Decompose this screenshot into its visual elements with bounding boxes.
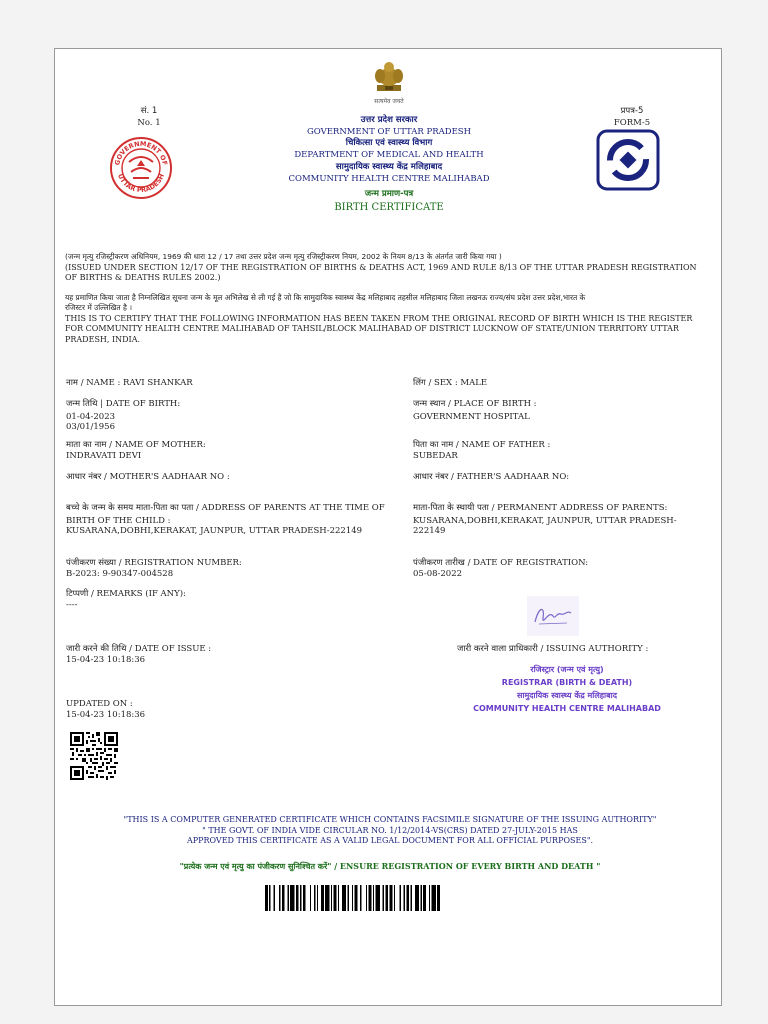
perm-address-label: / PERMANENT ADDRESS OF PARENTS: xyxy=(488,503,668,513)
perm-address-value-2: 222149 xyxy=(413,526,446,536)
barcode-bar xyxy=(415,885,419,911)
mother-label-hindi: माता का नाम xyxy=(66,440,107,450)
permanent-address-field xyxy=(413,503,713,537)
certify-hindi-1: यह प्रमाणित किया जाता है निम्नलिखित सूचना जन्म के मूल अभिलेख से ली गई है जो कि सामुदायिक स्वास्थ्य केंद्र मलिहाबाद तहसील मलिहाबाद जिला लखनऊ राज्य/संघ प्रदेश उत्तर प्रदेश,भारत के xyxy=(65,292,586,302)
barcode-bar xyxy=(265,885,268,911)
signature-icon xyxy=(527,596,579,636)
dob-value-1: 01-04-2023 xyxy=(66,411,116,422)
crs-logo xyxy=(596,129,660,191)
father-name-field xyxy=(413,440,713,461)
barcode-bar xyxy=(352,885,353,911)
barcode-bar xyxy=(383,885,384,911)
number-english: No. 1 xyxy=(137,117,161,128)
remarks-label: / REMARKS (IF ANY): xyxy=(88,589,186,599)
form-hindi: प्रपत्र-5 xyxy=(620,106,644,116)
authority-label: / ISSUING AUTHORITY : xyxy=(537,644,649,654)
mother-label: / NAME OF MOTHER: xyxy=(106,440,206,450)
cert-title-english: BIRTH CERTIFICATE xyxy=(334,201,444,213)
barcode-bar xyxy=(390,885,393,911)
barcode-bar xyxy=(290,885,294,911)
father-aadhaar-field xyxy=(413,472,713,483)
address-birth-value: KUSARANA,DOBHI,KERAKAT, JAUNPUR, UTTAR PRADESH-222149 xyxy=(66,526,363,536)
facsimile-signature xyxy=(527,596,579,636)
barcode-bar xyxy=(423,885,426,911)
up-seal-icon xyxy=(109,136,173,200)
barcode-bar xyxy=(338,885,339,911)
lion-capital-icon xyxy=(363,59,415,95)
barcode-bar xyxy=(394,885,395,911)
barcode-bar xyxy=(373,885,374,911)
registrar-line-hindi: रजिस्ट्रार (जन्म एवं मृत्यु) xyxy=(530,665,604,674)
dob-value-2: 03/01/1956 xyxy=(66,422,115,432)
certify-english-1: THIS IS TO CERTIFY THAT THE FOLLOWING INFORMATION HAS BEEN TAKEN FROM THE ORIGINAL RECORD OF BIRTH WHICH IS THE REGISTER xyxy=(65,313,693,323)
regdate-label: / DATE OF REGISTRATION: xyxy=(464,558,589,568)
chc-english: COMMUNITY HEALTH CENTRE MALIHABAD xyxy=(288,173,490,184)
registrar-block xyxy=(467,663,667,715)
mother-aadhaar-label: / MOTHER'S AADHAAR NO : xyxy=(101,472,230,482)
sex-label-hindi: लिंग xyxy=(413,378,426,388)
govt-english: GOVERNMENT OF UTTAR PRADESH xyxy=(306,126,472,137)
cert-title-hindi: जन्म प्रमाण-पत्र xyxy=(364,189,414,199)
issued-hindi: (जन्म मृत्यु रजिस्ट्रीकरण अधिनियम, 1969 की धारा 12 / 17 तथा उत्तर प्रदेश जन्म मृत्यु रजिस्ट्रीकरण नियम, 2002 के नियम 8/13 के अंतर्गत जारी किया गया ) xyxy=(65,252,502,261)
uttar-pradesh-seal xyxy=(109,136,173,200)
father-name-value: SUBEDAR xyxy=(413,450,458,461)
barcode-bar xyxy=(314,885,315,911)
perm-address-label-hindi: माता-पिता के स्थायी पता xyxy=(413,503,489,513)
certificate-page xyxy=(54,48,722,1006)
dob-field xyxy=(66,399,396,433)
footer-notes xyxy=(65,815,715,847)
barcode-bar xyxy=(273,885,274,911)
barcode-bar xyxy=(342,885,346,911)
dept-english: DEPARTMENT OF MEDICAL AND HEALTH xyxy=(294,149,484,160)
barcode-bar xyxy=(404,885,405,911)
registrar-chc-hindi: सामुदायिक स्वास्थ्य केंद्र मलिहाबाद xyxy=(517,691,617,700)
barcode-bar xyxy=(282,885,285,911)
mother-aadhaar-field xyxy=(66,472,396,483)
barcode-bar xyxy=(432,885,436,911)
footer-note-1: "THIS IS A COMPUTER GENERATED CERTIFICATE WHICH CONTAINS FACSIMILE SIGNATURE OF THE ISSUING AUTHORITY" xyxy=(123,815,657,824)
barcode-bar xyxy=(279,885,280,911)
certify-english-3: PRADESH, INDIA. xyxy=(65,334,141,344)
issuing-authority-field xyxy=(457,644,717,655)
qr-code-icon xyxy=(70,732,118,780)
barcode-bar xyxy=(420,885,421,911)
barcode-bar xyxy=(366,885,367,911)
footer-slogan xyxy=(65,861,715,872)
barcode-bar xyxy=(317,885,318,911)
registration-date-value: 05-08-2022 xyxy=(413,568,463,579)
barcode-bar xyxy=(399,885,400,911)
mother-name-field xyxy=(66,440,396,461)
dept-hindi: चिकित्सा एवं स्वास्थ्य विभाग xyxy=(345,138,433,148)
regno-label: / REGISTRATION NUMBER: xyxy=(116,558,242,568)
father-aadhaar-label: / FATHER'S AADHAAR NO: xyxy=(448,472,570,482)
date-of-issue-field xyxy=(66,644,396,665)
barcode-bar xyxy=(296,885,299,911)
authority-label-hindi: जारी करने वाला प्राधिकारी xyxy=(457,644,538,654)
barcode-bar xyxy=(300,885,301,911)
barcode-bar xyxy=(331,885,332,911)
updated-value: 15-04-23 10:18:36 xyxy=(66,709,146,720)
header-block xyxy=(235,115,543,214)
slogan-english: / ENSURE REGISTRATION OF EVERY BIRTH AND DEATH " xyxy=(331,861,601,871)
barcode-bar xyxy=(429,885,430,911)
pob-label-hindi: जन्म स्थान xyxy=(413,399,446,409)
emblem-motto: सत्यमेव जयते xyxy=(374,98,404,105)
barcode-bar xyxy=(369,885,372,911)
perm-address-value-1: KUSARANA,DOBHI,KERAKAT, JAUNPUR, UTTAR PRADESH- xyxy=(413,515,677,526)
barcode-bar xyxy=(385,885,388,911)
footer-note-2: " THE GOVT. OF INDIA VIDE CIRCULAR NO. 1/12/2014-VS(CRS) DATED 27-JULY-2015 HAS xyxy=(202,825,578,835)
address-at-birth-field xyxy=(66,503,396,537)
barcode-icon xyxy=(265,885,505,911)
govt-hindi: उत्तर प्रदेश सरकार xyxy=(360,115,418,125)
barcode-bar xyxy=(310,885,311,911)
seal-text-bottom: UTTAR PRADESH xyxy=(116,172,166,195)
certify-english-2: FOR COMMUNITY HEALTH CENTRE MALIHABAD OF TAHSIL/BLOCK MALIHABAD OF DISTRICT LUCKNOW OF STATE/UNION TERRITORY UTTAR xyxy=(65,324,679,333)
national-emblem xyxy=(363,59,415,105)
date-of-issue-value: 15-04-23 10:18:36 xyxy=(66,654,146,665)
pob-label: / PLACE OF BIRTH : xyxy=(445,399,537,409)
updated-label: UPDATED ON : xyxy=(66,699,133,709)
mother-name-value: INDRAVATI DEVI xyxy=(66,450,142,461)
slogan-hindi: "प्रत्येक जन्म एवं मृत्यु का पंजीकरण सुनिश्चित करें" xyxy=(179,862,332,871)
father-label: / NAME OF FATHER : xyxy=(453,440,551,450)
sex-field xyxy=(413,378,713,389)
barcode-bar xyxy=(360,885,361,911)
barcode-bar xyxy=(325,885,329,911)
barcode xyxy=(265,885,505,911)
barcode-bar xyxy=(376,885,380,911)
address-birth-label-hindi: बच्चे के जन्म के समय माता-पिता का पता xyxy=(66,503,194,513)
registration-date-field xyxy=(413,558,713,579)
barcode-bar xyxy=(303,885,306,911)
barcode-bar xyxy=(321,885,324,911)
regdate-label-hindi: पंजीकरण तारीख xyxy=(413,558,465,568)
father-aadhaar-label-hindi: आधार नंबर xyxy=(413,472,449,482)
registrar-line-english: REGISTRAR (BIRTH & DEATH) xyxy=(501,678,633,687)
address-birth-label: / ADDRESS OF PARENTS AT THE TIME OF xyxy=(193,503,385,513)
svg-text:UTTAR PRADESH xyxy=(116,173,166,195)
name-field xyxy=(66,378,396,389)
registrar-chc-english: COMMUNITY HEALTH CENTRE MALIHABAD xyxy=(473,704,661,713)
mother-aadhaar-label-hindi: आधार नंबर xyxy=(66,472,102,482)
registration-number-field xyxy=(66,558,396,579)
place-of-birth-field xyxy=(413,399,713,422)
name-label-hindi: नाम xyxy=(66,378,79,388)
issue-label: / DATE OF ISSUE : xyxy=(126,644,212,654)
remarks-field xyxy=(66,589,396,610)
father-label-hindi: पिता का नाम xyxy=(413,440,454,450)
issue-label-hindi: जारी करने की तिथि xyxy=(66,644,127,654)
barcode-bar xyxy=(355,885,358,911)
form-number xyxy=(607,106,657,129)
barcode-bar xyxy=(334,885,337,911)
issued-english-2: OF BIRTHS & DEATHS RULES 2002.) xyxy=(65,273,221,282)
address-birth-label-2: BIRTH OF THE CHILD : xyxy=(66,515,171,526)
footer-note-3: APPROVED THIS CERTIFICATE AS A VALID LEGAL DOCUMENT FOR ALL OFFICIAL PURPOSES". xyxy=(186,836,594,845)
seal-text-top: GOVERNMENT OF xyxy=(113,139,169,167)
registration-number-value: B-2023: 9-90347-004528 xyxy=(66,568,174,579)
certify-hindi-2: रजिस्टर में उल्लिखित है । xyxy=(65,303,133,312)
form-english: FORM-5 xyxy=(613,117,651,128)
remarks-label-hindi: टिप्पणी xyxy=(66,589,89,599)
intro-block xyxy=(65,252,715,345)
place-of-birth-value: GOVERNMENT HOSPITAL xyxy=(413,411,530,422)
updated-on-field xyxy=(66,699,396,720)
number-hindi: सं. 1 xyxy=(140,106,158,116)
dob-label: | DATE OF BIRTH: xyxy=(97,399,181,409)
chc-hindi: सामुदायिक स्वास्थ्य केंद्र मलिहाबाद xyxy=(335,162,443,172)
barcode-bar xyxy=(287,885,288,911)
sex-label-value: / SEX : MALE xyxy=(425,378,488,388)
regno-label-hindi: पंजीकरण संख्या xyxy=(66,558,117,568)
barcode-bar xyxy=(406,885,409,911)
crs-logo-icon xyxy=(596,129,660,191)
remarks-value: ---- xyxy=(66,599,78,610)
name-label-value: / NAME : RAVI SHANKAR xyxy=(78,378,193,388)
certificate-number xyxy=(127,106,171,129)
dob-label-hindi: जन्म तिथि xyxy=(66,399,98,409)
barcode-bar xyxy=(437,885,440,911)
issued-english-1: (ISSUED UNDER SECTION 12/17 OF THE REGISTRATION OF BIRTHS & DEATHS ACT, 1969 AND RULE 8/13 OF THE UTTAR PRADESH REGISTRATION xyxy=(65,262,697,272)
barcode-bar xyxy=(348,885,349,911)
barcode-bar xyxy=(411,885,412,911)
qr-code xyxy=(70,732,118,780)
barcode-bar xyxy=(269,885,270,911)
